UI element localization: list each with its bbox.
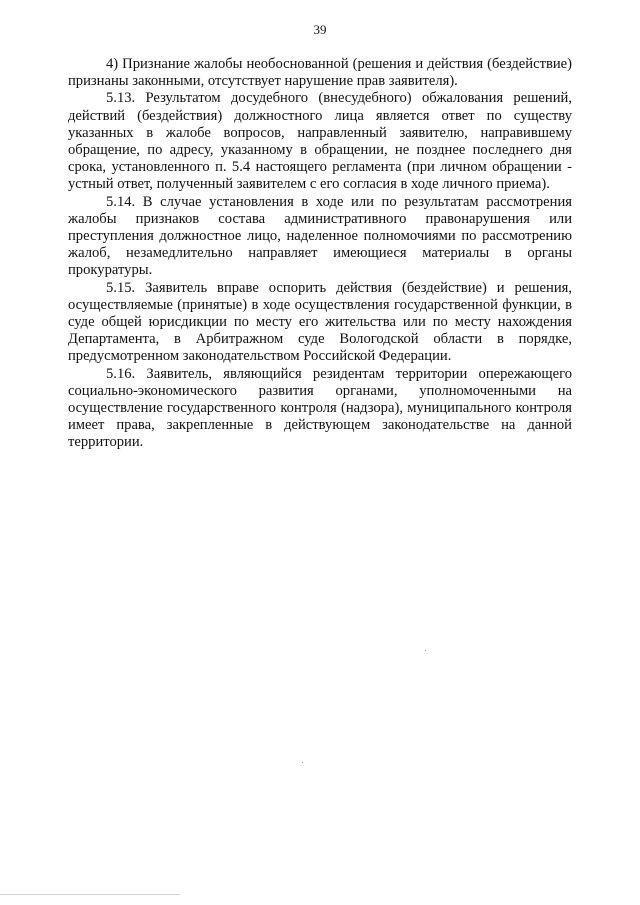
scan-dot [425,650,426,651]
page-number: 39 [313,22,327,37]
scan-dot [302,762,303,763]
paragraph-5-16: 5.16. Заявитель, являющийся резидентам территории опережающего социально-экономического развития органами, уполномоченными на осуществление государственного контроля (надзора), муниципального контроля имеет права, закрепленные в действующем законодательстве на данной территории. [68,365,572,451]
document-body [68,56,572,452]
paragraph-5-14: 5.14. В случае установления в ходе или по результатам рассмотрения жалобы признаков состава административного правонарушения или преступления должностное лицо, наделенное полномочиями по рассмотрению жалоб, незамедлительно направляет имеющиеся материалы в органы прокуратуры. [68,193,572,279]
paragraph-5-13: 5.13. Результатом досудебного (внесудебного) обжалования решений, действий (бездействия) должностного лица является ответ по существу указанных в жалобе вопросов, направленный заявителю, направившему обращение, по адресу, указанному в обращении, не позднее последнего дня срока, установленного п. 5.4 настоящего регламента (при личном обращении - устный ответ, полученный заявителем с его согласия в ходе личного приема). [68,90,572,193]
scan-edge-line [0,894,180,895]
paragraph-5-15: 5.15. Заявитель вправе оспорить действия (бездействие) и решения, осуществляемые (принятые) в ходе осуществления государственной функции, в суде общей юрисдикции по месту его жительства или по месту нахождения Департамента, в Арбитражном суде Вологодской области в порядке, предусмотренном законодательством Российской Федерации. [68,279,572,365]
paragraph-complaint-unfounded: 4) Признание жалобы необоснованной (решения и действия (бездействие) признаны законными, отсутствует нарушение прав заявителя). [68,56,572,90]
